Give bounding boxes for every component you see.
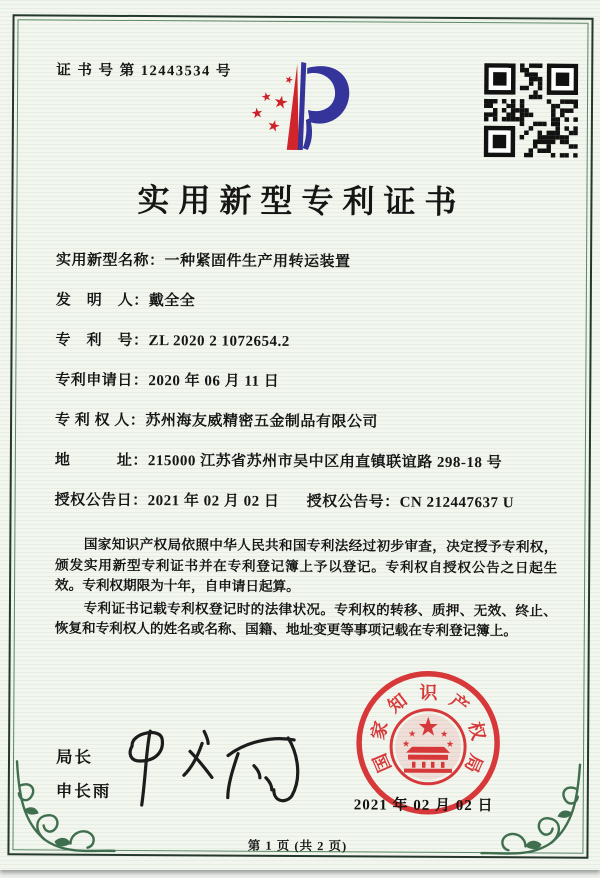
field-label: 授权公告日： bbox=[54, 492, 148, 510]
body-paragraph: 国家知识产权局依照中华人民共和国专利法经过初步审查，决定授予专利权，颁发实用新型专利证书并在专利登记簿上予以登记。专利权自授权公告之日起生效。专利权期限为十年，自申请日起算。 bbox=[55, 536, 558, 595]
field-value: 2020 年 06 月 11 日 bbox=[148, 373, 280, 390]
field-value: 一种紧固件生产用转运装置 bbox=[164, 253, 351, 271]
seal-char: 产 bbox=[445, 690, 473, 718]
certificate-title: 实用新型专利证书 bbox=[137, 182, 466, 221]
logo-star-icon: ★ bbox=[259, 88, 274, 105]
officer-title: 局长 bbox=[55, 747, 94, 767]
seal-char: 权 bbox=[464, 719, 489, 743]
field-row-address bbox=[55, 451, 562, 494]
seal-char: 局 bbox=[460, 751, 487, 776]
signature-icon bbox=[116, 723, 329, 814]
field-value: 苏州海友威精密五金制品有限公司 bbox=[145, 413, 378, 431]
seal-char: 家 bbox=[367, 719, 392, 742]
logo-star-icon: ★ bbox=[264, 115, 283, 137]
field-row-inventor bbox=[56, 291, 563, 334]
field-row-grant bbox=[54, 491, 561, 530]
field-label: 授权公告号： bbox=[306, 494, 400, 511]
seal-char: 国 bbox=[369, 750, 396, 776]
svg-text:★: ★ bbox=[440, 728, 449, 739]
cnipa-logo bbox=[240, 58, 366, 167]
field-row-patent-number bbox=[55, 331, 562, 374]
field-label: 地 址： bbox=[54, 452, 148, 470]
certificate-number: 证 书 号 第 12443534 号 bbox=[56, 62, 232, 80]
page-footer: 第 1 页 (共 2 页) bbox=[247, 838, 348, 854]
legal-text bbox=[55, 535, 558, 645]
field-label: 专 利 权 人： bbox=[55, 412, 146, 430]
seal-date: 2021 年 02 月 02 日 bbox=[353, 797, 494, 815]
grant-number-field bbox=[307, 492, 515, 513]
seal-char: 知 bbox=[384, 689, 411, 717]
svg-text:★: ★ bbox=[408, 728, 417, 739]
svg-text:★: ★ bbox=[446, 738, 455, 749]
logo-star-icon: ★ bbox=[249, 104, 265, 123]
field-label: 发 明 人： bbox=[55, 292, 149, 310]
officer-name: 申长雨 bbox=[55, 781, 112, 801]
qr-code bbox=[484, 63, 579, 158]
field-row-patentee bbox=[55, 411, 562, 454]
field-row-name bbox=[56, 251, 563, 294]
grant-date-field bbox=[55, 493, 280, 510]
field-label: 专 利 号： bbox=[55, 332, 149, 350]
field-value: 2021 年 02 月 02 日 bbox=[147, 493, 280, 510]
field-list bbox=[54, 251, 563, 530]
svg-text:★: ★ bbox=[402, 738, 411, 749]
field-value: CN 212447637 U bbox=[399, 494, 515, 512]
national-emblem-icon bbox=[391, 710, 465, 784]
field-label: 实用新型名称： bbox=[56, 252, 165, 270]
body-paragraph: 专利证书记载专利权登记时的法律状况。专利权的转移、质押、无效、终止、恢复和专利权人的姓名或名称、国籍、地址变更等事项记载在专利登记簿上。 bbox=[54, 600, 557, 639]
field-row-filing-date bbox=[55, 371, 562, 414]
seal-char: 识 bbox=[419, 682, 438, 703]
field-value: 215000 江苏省苏州市吴中区甪直镇联谊路 298-18 号 bbox=[147, 453, 503, 472]
field-label: 专利申请日： bbox=[55, 372, 149, 390]
field-value: ZL 2020 2 1072654.2 bbox=[148, 333, 290, 350]
logo-star-icon: ★ bbox=[282, 73, 295, 88]
field-value: 戴全全 bbox=[148, 293, 196, 310]
logo-star-icon: ★ bbox=[271, 91, 291, 115]
